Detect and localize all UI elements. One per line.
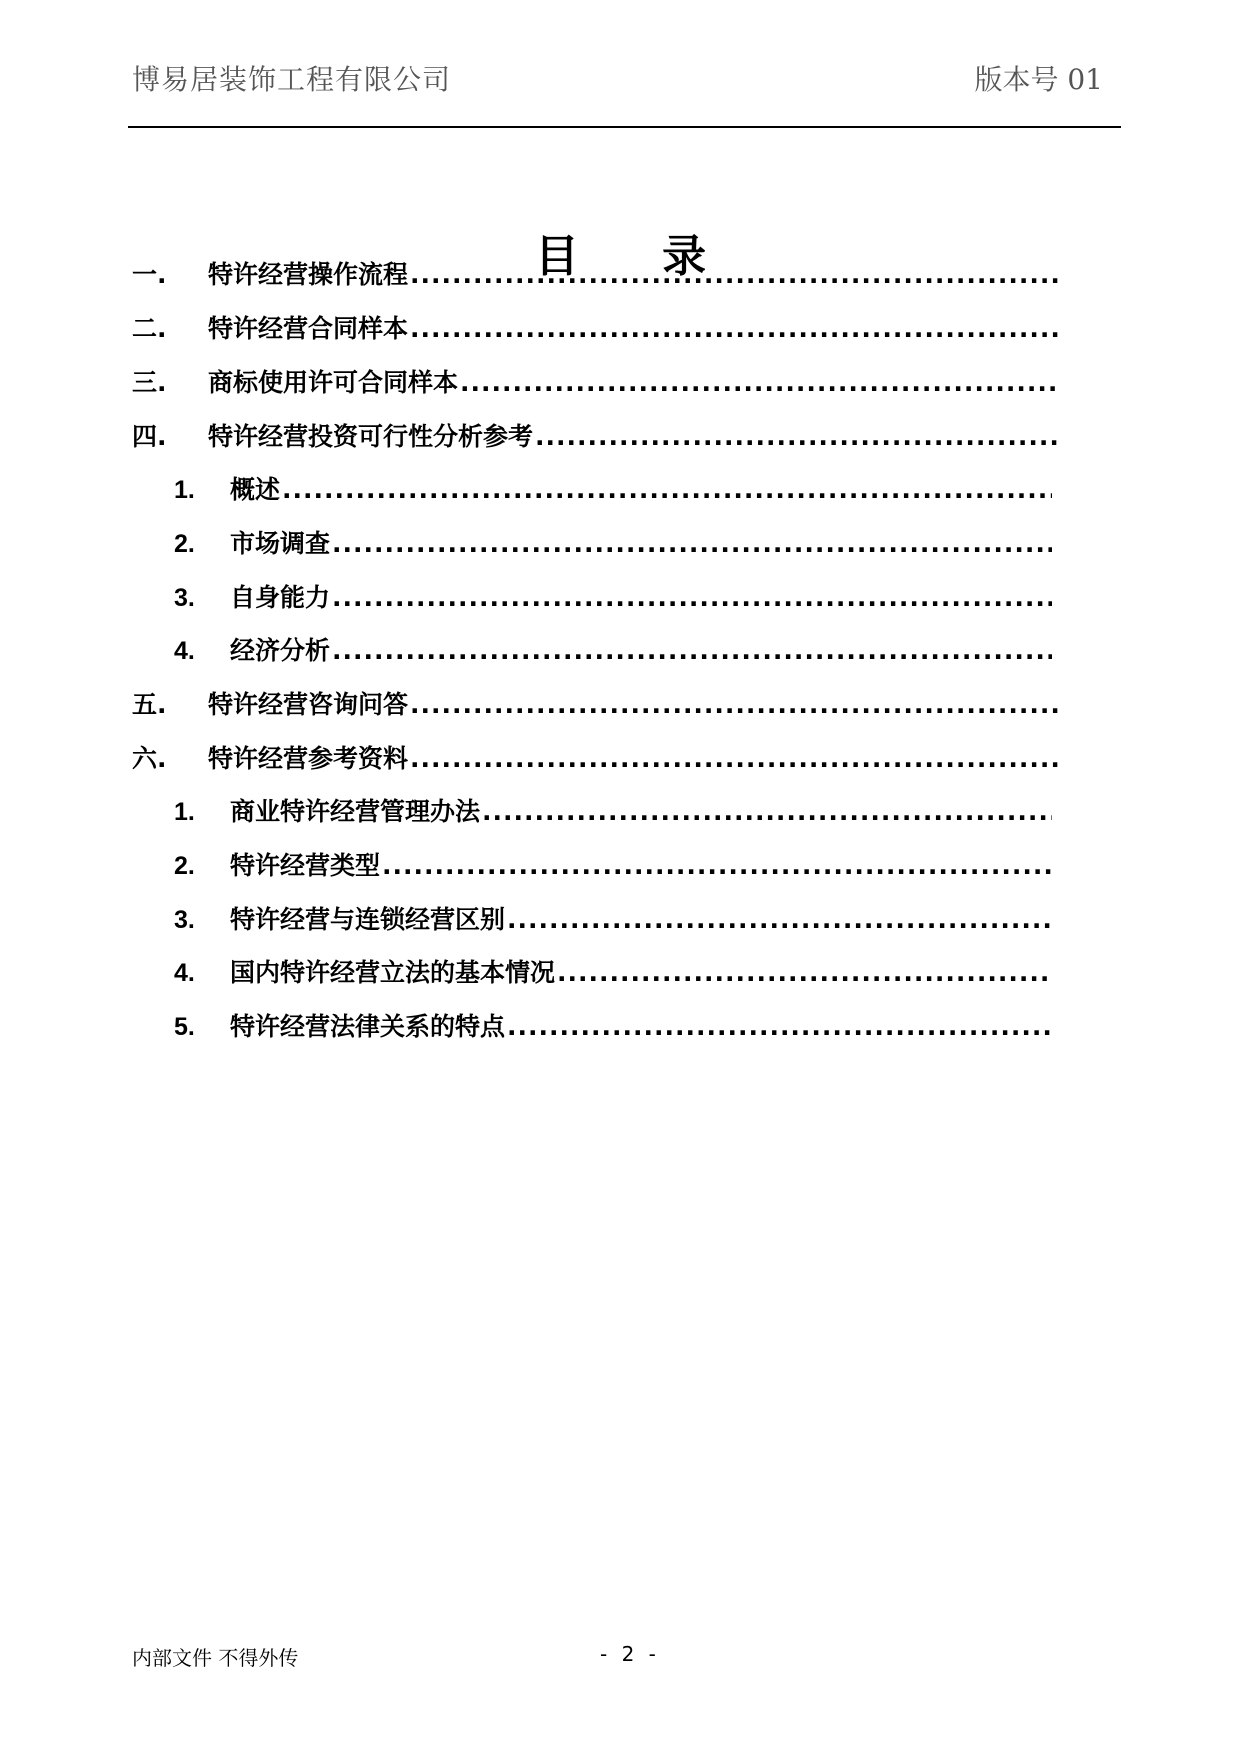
page-header-version: 版本号 01 xyxy=(974,63,1103,96)
toc-dot-leader xyxy=(410,255,1058,295)
toc-entry[interactable] xyxy=(132,739,1058,779)
toc-entry-number: 2. xyxy=(174,852,195,880)
toc-entry[interactable] xyxy=(132,309,1058,349)
toc-entry-label: 特许经营与连锁经营区别 xyxy=(230,905,506,934)
toc-entry-number: 二. xyxy=(132,314,167,343)
toc-subentry[interactable] xyxy=(174,578,1052,618)
toc-entry-number: 三. xyxy=(132,368,167,397)
toc-subentry[interactable] xyxy=(174,792,1052,832)
toc-entry-number: 4. xyxy=(174,637,195,665)
toc-dot-leader xyxy=(382,846,1052,886)
toc-dot-leader xyxy=(332,578,1052,618)
toc-subentry[interactable] xyxy=(174,953,1052,993)
toc-entry-number: 一. xyxy=(132,260,167,289)
toc-entry[interactable] xyxy=(132,685,1058,725)
toc-entry[interactable] xyxy=(132,363,1058,403)
toc-entry-label: 特许经营操作流程 xyxy=(208,260,409,289)
toc-subentry[interactable] xyxy=(174,631,1052,671)
toc-entry[interactable] xyxy=(132,255,1058,295)
toc-dot-leader xyxy=(282,470,1052,510)
toc-entry-label: 特许经营类型 xyxy=(230,851,381,880)
toc-dot-leader xyxy=(410,309,1058,349)
page-title: 目 录 xyxy=(534,231,741,282)
toc-dot-leader xyxy=(507,900,1052,940)
toc-entry-label: 特许经营合同样本 xyxy=(208,314,409,343)
toc-entry-number: 五. xyxy=(132,690,167,719)
toc-subentry[interactable] xyxy=(174,1007,1052,1047)
toc-dot-leader xyxy=(410,739,1058,779)
toc-entry-label: 国内特许经营立法的基本情况 xyxy=(230,958,556,987)
toc-entry-label: 特许经营参考资料 xyxy=(208,744,409,773)
toc-entry-label: 商标使用许可合同样本 xyxy=(208,368,459,397)
toc-entry-label: 市场调查 xyxy=(230,529,331,558)
toc-entry-number: 2. xyxy=(174,530,195,558)
toc-dot-leader xyxy=(535,417,1058,457)
toc-entry-label: 特许经营投资可行性分析参考 xyxy=(208,422,534,451)
toc-entry-number: 5. xyxy=(174,1013,195,1041)
toc-entry-number: 1. xyxy=(174,476,195,504)
page-number: - 2 - xyxy=(600,1642,660,1666)
toc-subentry[interactable] xyxy=(174,524,1052,564)
toc-entry-number: 六. xyxy=(132,744,167,773)
toc-subentry[interactable] xyxy=(174,900,1052,940)
toc-dot-leader xyxy=(482,792,1052,832)
toc-entry-number: 四. xyxy=(132,422,167,451)
toc-dot-leader xyxy=(460,363,1058,403)
page-header-company: 博易居装饰工程有限公司 xyxy=(132,63,452,96)
toc-entry-number: 3. xyxy=(174,584,195,612)
toc-dot-leader xyxy=(507,1007,1052,1047)
toc-entry[interactable] xyxy=(132,417,1058,457)
footer-confidential-note: 内部文件 不得外传 xyxy=(132,1646,299,1670)
toc-dot-leader xyxy=(557,953,1052,993)
toc-entry-number: 4. xyxy=(174,959,195,987)
toc-subentry[interactable] xyxy=(174,470,1052,510)
toc-entry-number: 1. xyxy=(174,798,195,826)
toc-entry-number: 3. xyxy=(174,906,195,934)
toc-dot-leader xyxy=(410,685,1058,725)
toc-entry-label: 概述 xyxy=(230,475,281,504)
toc-subentry[interactable] xyxy=(174,846,1052,886)
toc-dot-leader xyxy=(332,524,1052,564)
toc-entry-label: 特许经营法律关系的特点 xyxy=(230,1012,506,1041)
toc-entry-label: 自身能力 xyxy=(230,583,331,612)
toc-entry-label: 经济分析 xyxy=(230,636,331,665)
toc-dot-leader xyxy=(332,631,1052,671)
toc-entry-label: 商业特许经营管理办法 xyxy=(230,797,481,826)
toc-entry-label: 特许经营咨询问答 xyxy=(208,690,409,719)
